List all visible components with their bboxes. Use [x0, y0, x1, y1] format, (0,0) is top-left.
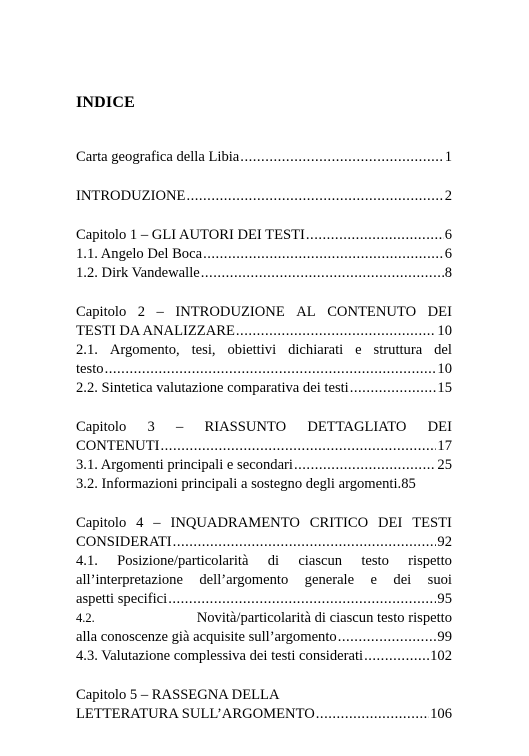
toc-word: INQUADRAMENTO [170, 515, 300, 531]
toc-entry-line [76, 514, 452, 533]
dot-leader [236, 322, 437, 341]
toc-entry-4-2 [76, 609, 452, 647]
toc-entry-2-2 [76, 379, 452, 398]
toc-entry-label: 3.2. Informazioni principali a sostegno degli argomenti. [76, 476, 402, 492]
toc-word: – [175, 419, 184, 435]
dot-leader [161, 437, 437, 456]
toc-entry-line [76, 360, 452, 379]
toc-word: Capitolo [76, 419, 127, 435]
toc-word: generale [304, 572, 355, 588]
toc-word: – [153, 515, 161, 531]
toc-entry-introduzione [76, 187, 452, 206]
toc-word: Posizione/particolarità [117, 553, 249, 569]
dot-leader [294, 456, 436, 475]
toc-word: tesi, [191, 342, 216, 358]
toc-word: di [267, 553, 280, 569]
dot-leader [240, 148, 443, 167]
toc-entry-label: INTRODUZIONE [76, 188, 186, 204]
toc-word: 3 [147, 419, 155, 435]
toc-word: del [434, 342, 452, 358]
toc-entry-3-2 [76, 475, 452, 494]
toc-entry-label: testo [76, 361, 104, 377]
toc-word: INTRODUZIONE [175, 304, 285, 320]
toc-entry-label: 1.1. Angelo Del Boca [76, 246, 203, 262]
toc-page-number: 10 [437, 323, 452, 339]
toc-page-number: 1 [444, 149, 452, 165]
toc-word: CRITICO [309, 515, 369, 531]
toc-page-number: 6 [444, 246, 452, 262]
toc-page-number: 8 [444, 265, 452, 281]
toc-entry-1-1 [76, 245, 452, 264]
toc-entry-4-1 [76, 552, 452, 609]
dot-leader [201, 264, 444, 283]
toc-entry-capitolo-1 [76, 226, 452, 245]
toc-entry-label: Carta geografica della Libia [76, 149, 240, 165]
toc-entry-line [76, 590, 452, 609]
toc-entry-line [76, 571, 452, 590]
toc-entry-line [76, 705, 452, 724]
toc-word: all’interpretazione [76, 572, 183, 588]
toc-entry-3-1 [76, 456, 452, 475]
toc-page-number: 6 [444, 227, 452, 243]
dot-leader [186, 187, 443, 206]
toc-entry-line [76, 609, 452, 628]
toc-word: dichiarati [288, 342, 344, 358]
toc-entry-label: LETTERATURA SULL’ARGOMENTO [76, 706, 315, 722]
toc-word: Capitolo [76, 515, 127, 531]
toc-word: AL [296, 304, 316, 320]
toc-word: ciascun [298, 553, 343, 569]
toc-word: dei [393, 572, 412, 588]
toc-page-number: 85 [401, 476, 416, 492]
toc-word: struttura [373, 342, 423, 358]
toc-entry-4-3 [76, 647, 452, 666]
toc-entry-line [76, 322, 452, 341]
toc-page-number: 10 [437, 361, 452, 377]
toc-entry-label: 4.3. Valutazione complessiva dei testi considerati [76, 648, 364, 664]
toc-entry-line [76, 303, 452, 322]
toc-entry-line: Capitolo 5 – RASSEGNA DELLA [76, 687, 280, 703]
toc-page-number: 25 [437, 457, 452, 473]
toc-entry-1-2 [76, 264, 452, 283]
dot-leader [350, 379, 437, 398]
toc-entry-label: TESTI DA ANALIZZARE [76, 323, 235, 339]
toc-entry-capitolo-4 [76, 514, 452, 552]
dot-leader [203, 245, 444, 264]
toc-entry-label: CONTENUTI [76, 438, 160, 454]
toc-entry-line [76, 628, 452, 647]
toc-entry-label: CONSIDERATI [76, 534, 172, 550]
toc-entry-label: Capitolo 1 – GLI AUTORI DEI TESTI [76, 227, 305, 243]
toc-word: Capitolo [76, 304, 127, 320]
toc-entry-line [76, 341, 452, 360]
toc-page-number: 95 [437, 591, 452, 607]
toc-word: obiettivi [227, 342, 277, 358]
toc-word: rispetto [408, 553, 452, 569]
toc-word: 2.1. [76, 342, 98, 358]
toc-word: 2 [137, 304, 146, 320]
toc-page-number: 92 [437, 534, 452, 550]
toc-word: e [355, 342, 362, 358]
dot-leader [306, 226, 444, 245]
dot-leader [173, 533, 437, 552]
table-of-contents [76, 92, 452, 724]
toc-word: dell’argomento [199, 572, 289, 588]
toc-word: DETTAGLIATO [307, 419, 407, 435]
toc-word: DEI [378, 515, 403, 531]
toc-page-number: 106 [430, 706, 452, 722]
toc-page-number: 17 [437, 438, 452, 454]
toc-entry-capitolo-3 [76, 418, 452, 456]
toc-word: Novità/particolarità di ciascun testo rispetto [196, 610, 452, 626]
toc-word: suoi [427, 572, 452, 588]
toc-word: testo [361, 553, 389, 569]
toc-word: RIASSUNTO [204, 419, 287, 435]
toc-word: Argomento, [109, 342, 180, 358]
toc-entry-label: aspetti specifici [76, 591, 168, 607]
toc-page-number: 15 [437, 380, 452, 396]
toc-entry-carta [76, 148, 452, 167]
toc-word: – [156, 304, 164, 320]
toc-entry-line [76, 533, 452, 552]
toc-entry-capitolo-5 [76, 686, 452, 724]
toc-entry-label: 2.2. Sintetica valutazione comparativa dei testi [76, 380, 349, 396]
dot-leader [168, 590, 436, 609]
toc-entry-label: alla conoscenze già acquisite sull’argomento [76, 629, 337, 645]
toc-entry-label: 3.1. Argomenti principali e secondari [76, 457, 293, 473]
toc-entry-capitolo-2 [76, 303, 452, 341]
toc-word: 4.1. [76, 553, 98, 569]
dot-leader [316, 705, 429, 724]
dot-leader [105, 360, 437, 379]
toc-entry-line [76, 418, 452, 437]
toc-page-number: 102 [430, 648, 452, 664]
toc-word: DEI [427, 419, 452, 435]
toc-entry-line [76, 437, 452, 456]
toc-entry-label: 1.2. Dirk Vandewalle [76, 265, 200, 281]
toc-entry-2-1 [76, 341, 452, 379]
toc-word: TESTI [412, 515, 452, 531]
toc-page-number: 99 [437, 629, 452, 645]
toc-word: DEI [427, 304, 452, 320]
dot-leader [338, 628, 437, 647]
toc-word: 4 [136, 515, 144, 531]
toc-word: CONTENUTO [327, 304, 417, 320]
toc-word: e [370, 572, 377, 588]
dot-leader [364, 647, 429, 666]
toc-page-number: 2 [444, 188, 452, 204]
toc-entry-line [76, 552, 452, 571]
page-title: INDICE [76, 94, 135, 111]
toc-word: 4.2. [76, 611, 95, 625]
